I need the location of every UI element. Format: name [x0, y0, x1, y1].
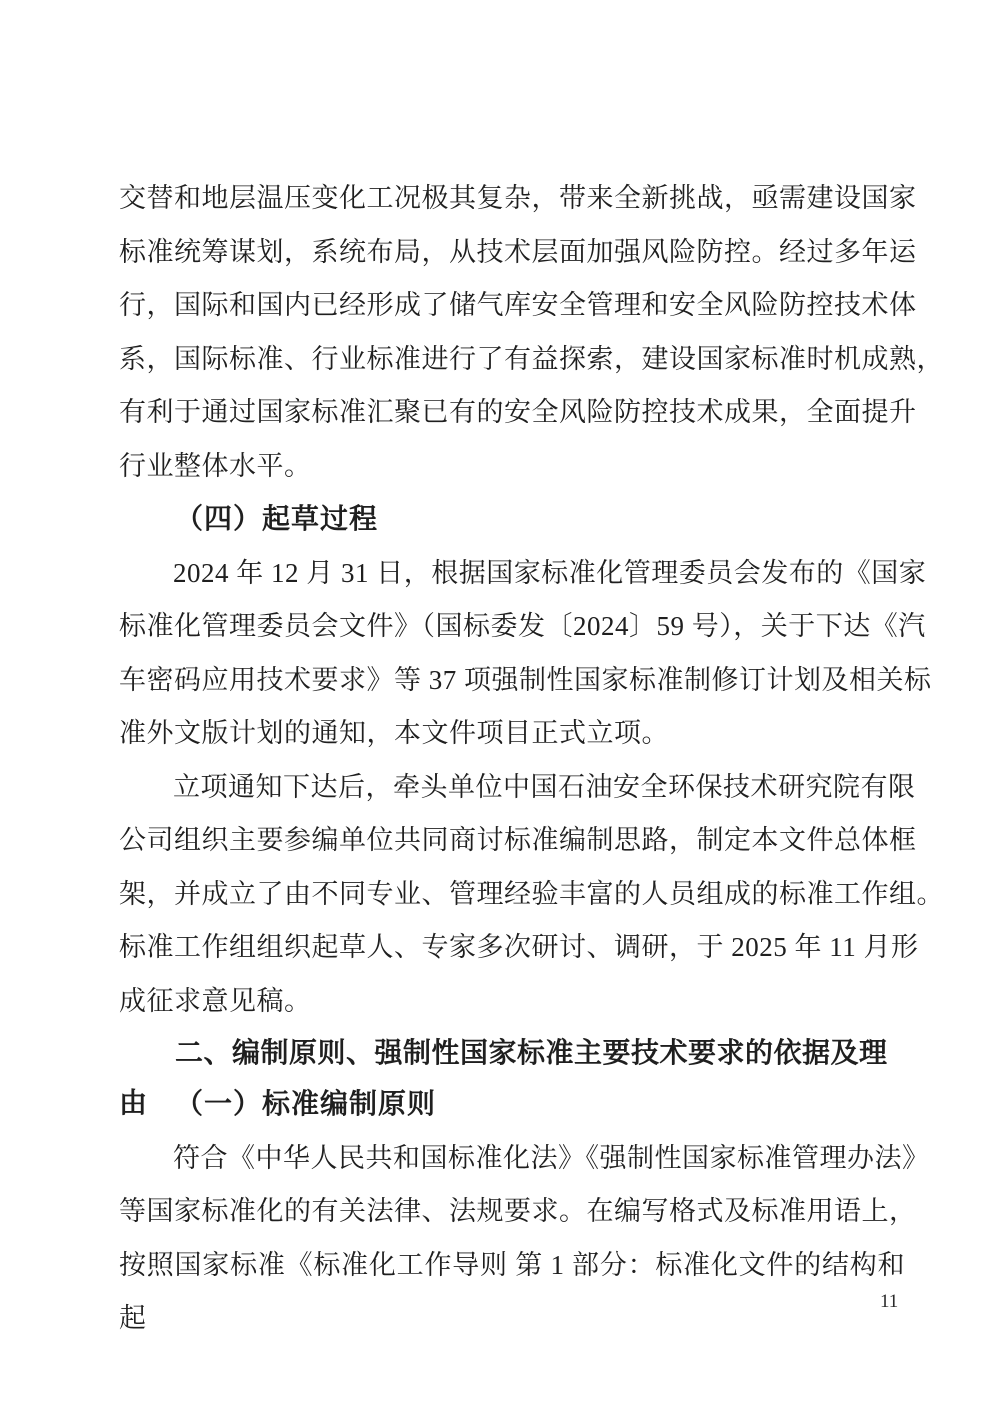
page-number: 11: [880, 1291, 899, 1312]
text-line: 有利于通过国家标准汇聚已有的安全风险防控技术成果，全面提升: [119, 397, 917, 427]
document-body: [119, 172, 944, 1333]
text-line: 标准工作组组织起草人、专家多次研讨、调研，于 2025 年 11 月形: [119, 932, 919, 962]
text-line: 按照国家标准《标准化工作导则 第 1 部分：标准化文件的结构和起: [119, 1249, 905, 1333]
section-heading: 二、编制原则、强制性国家标准主要技术要求的依据及理由: [119, 1037, 888, 1118]
text-line: 行业整体水平。: [119, 450, 312, 481]
text-line: 车密码应用技术要求》等 37 项强制性国家标准制修订计划及相关标: [119, 664, 932, 695]
text-line: 2024 年 12 月 31 日，根据国家标准化管理委员会发布的《国家: [173, 557, 927, 588]
text-line: 准外文版计划的通知，本文件项目正式立项。: [119, 718, 669, 748]
text-line: 行，国际和国内已经形成了储气库安全管理和安全风险防控技术体: [119, 290, 917, 320]
text-line: 架，并成立了由不同专业、管理经验丰富的人员组成的标准工作组。: [119, 878, 944, 909]
text-line: 标准统筹谋划，系统布局，从技术层面加强风险防控。经过多年运: [119, 236, 917, 267]
text-line: 符合《中华人民共和国标准化法》《强制性国家标准管理办法》: [173, 1142, 930, 1173]
text-line: 标准化管理委员会文件》（国标委发〔2024〕59 号），关于下达《汽: [119, 611, 926, 641]
text-line: 系，国际标准、行业标准进行了有益探索，建设国家标准时机成熟，: [119, 343, 944, 374]
text-line: 立项通知下达后，牵头单位中国石油安全环保技术研究院有限: [173, 771, 916, 802]
sub-heading: （四）起草过程: [175, 504, 379, 535]
text-line: 交替和地层温压变化工况极其复杂，带来全新挑战，亟需建设国家: [119, 183, 917, 213]
sub-heading: （一）标准编制原则: [175, 1089, 437, 1120]
text-line: 成征求意见稿。: [119, 985, 312, 1016]
text-line: 等国家标准化的有关法律、法规要求。在编写格式及标准用语上，: [119, 1196, 917, 1226]
text-line: 公司组织主要参编单位共同商讨标准编制思路，制定本文件总体框: [119, 825, 917, 855]
